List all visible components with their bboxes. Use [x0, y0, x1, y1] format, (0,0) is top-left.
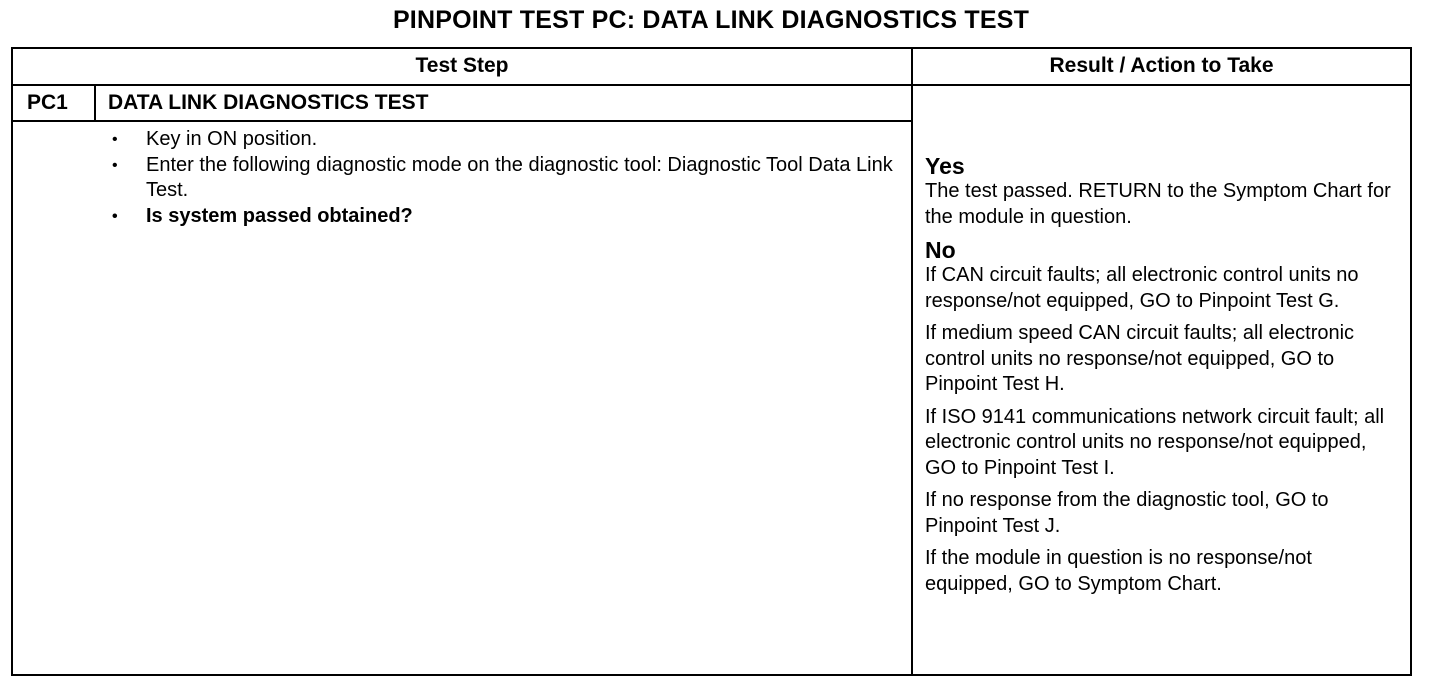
- bullet-icon: •: [112, 207, 118, 225]
- bullet-icon: •: [112, 156, 118, 174]
- instruction-question: Is system passed obtained?: [146, 204, 413, 227]
- yes-label: Yes: [925, 153, 965, 179]
- instruction-text: Enter the following diagnostic mode on the diagnostic tool: Diagnostic Tool Data Link Test.: [146, 153, 893, 201]
- list-item: [108, 127, 908, 153]
- list-item: [108, 153, 908, 204]
- no-action: If medium speed CAN circuit faults; all electronic control units no response/not equipped, GO to Pinpoint Test H.: [925, 322, 1355, 395]
- no-action: If CAN circuit faults; all electronic control units no response/not equipped, GO to Pinpoint Test G.: [925, 264, 1359, 312]
- no-action: If the module in question is no response/not equipped, GO to Symptom Chart.: [925, 547, 1312, 595]
- step-title: DATA LINK DIAGNOSTICS TEST: [108, 91, 429, 114]
- page-title: PINPOINT TEST PC: DATA LINK DIAGNOSTICS TEST: [392, 6, 1030, 34]
- step-id: PC1: [27, 91, 68, 114]
- instruction-text: Key in ON position.: [146, 128, 318, 150]
- no-action: If no response from the diagnostic tool, GO to Pinpoint Test J.: [925, 489, 1329, 537]
- pinpoint-test-table: [11, 47, 1412, 676]
- column-divider: [911, 49, 913, 674]
- no-action: If ISO 9141 communications network circuit fault; all electronic control units no response/not equipped, GO to Pinpoint Test I.: [925, 405, 1385, 479]
- header-result-action: Result / Action to Take: [1049, 54, 1274, 77]
- list-item: [108, 204, 908, 230]
- step-title-divider: [13, 120, 911, 122]
- yes-text: The test passed. RETURN to the Symptom Chart for the module in question.: [925, 180, 1391, 228]
- bullet-icon: •: [112, 131, 118, 148]
- header-divider: [13, 84, 1410, 86]
- step-id-divider: [94, 85, 96, 120]
- result-actions: [925, 153, 1400, 604]
- step-instructions: [108, 127, 908, 229]
- header-test-step: Test Step: [415, 54, 509, 77]
- no-label: No: [925, 237, 956, 263]
